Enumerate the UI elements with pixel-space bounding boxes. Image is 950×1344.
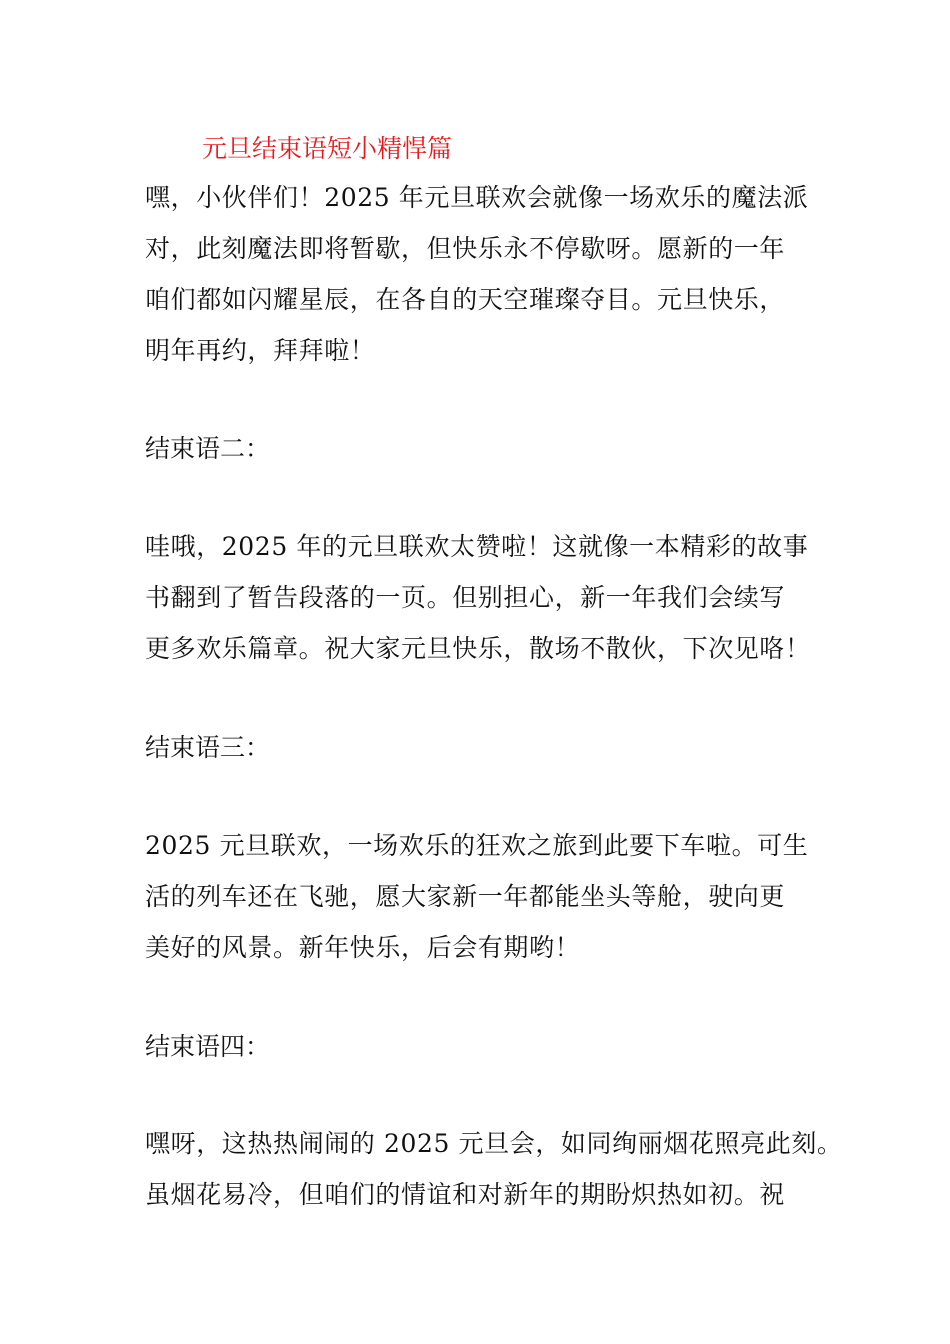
section-heading-three: 结束语三：: [145, 733, 271, 762]
paragraph-line: 美好的风景。新年快乐，后会有期哟！: [145, 933, 581, 962]
paragraph-line: 咱们都如闪耀星辰，在各自的天空璀璨夺目。元旦快乐，: [145, 285, 786, 314]
paragraph-line: 活的列车还在飞驰，愿大家新一年都能坐头等舱，驶向更: [145, 882, 786, 911]
paragraph-line: 虽烟花易冷，但咱们的情谊和对新年的期盼炽热如初。祝: [145, 1180, 786, 1209]
paragraph-line: 对，此刻魔法即将暂歇，但快乐永不停歇呀。愿新的一年: [145, 234, 786, 263]
paragraph-line: 明年再约，拜拜啦！: [145, 336, 376, 365]
paragraph-line: 2025 元旦联欢，一场欢乐的狂欢之旅到此要下车啦。可生: [145, 831, 809, 860]
section-heading-two: 结束语二：: [145, 434, 271, 463]
paragraph-four: [145, 1118, 845, 1220]
document-title: 元旦结束语短小精悍篇: [202, 134, 453, 163]
paragraph-intro: [145, 172, 845, 376]
paragraph-line: 哇哦，2025 年的元旦联欢太赞啦！这就像一本精彩的故事: [145, 532, 809, 561]
paragraph-line: 更多欢乐篇章。祝大家元旦快乐，散场不散伙，下次见咯！: [145, 634, 811, 663]
paragraph-three: [145, 820, 845, 973]
paragraph-line: 书翻到了暂告段落的一页。但别担心，新一年我们会续写: [145, 583, 786, 612]
paragraph-line: 嘿呀，这热热闹闹的 2025 元旦会，如同绚丽烟花照亮此刻。: [145, 1129, 843, 1158]
section-heading-four: 结束语四：: [145, 1032, 271, 1061]
paragraph-two: [145, 521, 845, 674]
paragraph-line: 嘿，小伙伴们！2025 年元旦联欢会就像一场欢乐的魔法派: [145, 183, 809, 212]
